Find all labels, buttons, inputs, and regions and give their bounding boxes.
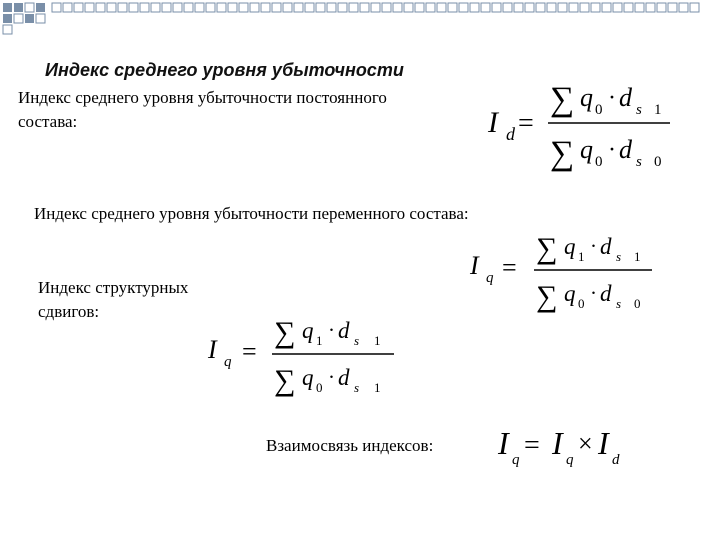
slide-title: Индекс среднего уровня убыточности — [45, 60, 404, 80]
formula-dot: · — [328, 365, 335, 389]
formula-dot: · — [608, 137, 616, 163]
text-constant-composition — [18, 86, 387, 134]
formula-symbol-I: I — [208, 335, 217, 364]
sigma-symbol: ∑ — [550, 81, 575, 118]
sigma-symbol: ∑ — [536, 280, 558, 313]
deco-square-outline — [14, 14, 23, 23]
formula-symbol-I: I — [488, 106, 498, 139]
formula-index: 1 — [316, 333, 323, 348]
formula-constant-index — [484, 72, 684, 177]
formula-sub-d: d — [612, 452, 620, 468]
formula-dot: · — [590, 281, 597, 305]
formula-index: 1 — [374, 380, 381, 395]
formula-index: 1 — [374, 333, 381, 348]
sigma-symbol: ∑ — [536, 232, 558, 265]
formula-sub-s: s — [616, 296, 622, 311]
formula-q: q — [302, 365, 314, 390]
formula-symbol-I: I — [552, 425, 563, 461]
formula-symbol-I: I — [598, 425, 609, 461]
formula-symbol-I: I — [470, 251, 479, 280]
deco-square-outline — [25, 3, 34, 12]
formula-index: 1 — [634, 249, 641, 264]
decorative-squares — [0, 0, 720, 40]
formula-sub-s: s — [636, 102, 642, 118]
formula-sub-q: q — [566, 452, 574, 468]
formula-q: q — [580, 135, 593, 164]
formula-equals: = — [242, 337, 257, 366]
text-variable-composition: Индекс среднего уровня убыточности переменного состава: — [34, 204, 469, 223]
text-line: Индекс структурных — [38, 278, 189, 297]
formula-equals: = — [502, 253, 517, 282]
formula-dot: · — [590, 234, 597, 258]
text-line: Индекс среднего уровня убыточности постоянного — [18, 88, 387, 107]
formula-d: d — [619, 135, 632, 164]
text-line: состава: — [18, 112, 78, 131]
formula-sub-q: q — [512, 452, 520, 468]
formula-times: × — [578, 429, 593, 458]
deco-outline-row — [52, 3, 699, 12]
formula-index: 0 — [654, 154, 662, 170]
deco-square-filled — [36, 3, 45, 12]
formula-index: 0 — [316, 380, 323, 395]
formula-index: 0 — [595, 102, 603, 118]
sigma-symbol: ∑ — [274, 316, 296, 349]
formula-structural-index — [204, 310, 414, 402]
formula-d: d — [338, 318, 350, 343]
formula-q: q — [564, 281, 576, 306]
sigma-symbol: ∑ — [274, 364, 296, 397]
deco-square-filled — [3, 14, 12, 23]
formula-dot: · — [608, 85, 616, 111]
formula-variable-index — [466, 226, 666, 318]
formula-d: d — [338, 365, 350, 390]
formula-index: 1 — [578, 249, 585, 264]
formula-d: d — [600, 234, 612, 259]
formula-equals: = — [518, 108, 534, 139]
formula-index: 0 — [595, 154, 603, 170]
deco-square-outline — [3, 25, 12, 34]
formula-q: q — [580, 83, 593, 112]
formula-sub-s: s — [616, 249, 622, 264]
formula-d: d — [600, 281, 612, 306]
deco-square-filled — [3, 3, 12, 12]
formula-index-relation — [494, 416, 644, 472]
formula-sub-s: s — [636, 154, 642, 170]
formula-sub-s: s — [354, 380, 360, 395]
formula-q: q — [302, 318, 314, 343]
formula-sub-q: q — [486, 270, 494, 286]
formula-sub-q: q — [224, 354, 232, 370]
deco-square-filled — [14, 3, 23, 12]
formula-dot: · — [328, 318, 335, 342]
formula-q: q — [564, 234, 576, 259]
formula-sub-s: s — [354, 333, 360, 348]
formula-sub-d: d — [506, 124, 515, 144]
deco-square-outline — [36, 14, 45, 23]
formula-equals: = — [524, 430, 540, 461]
deco-square-filled — [25, 14, 34, 23]
text-index-relation: Взаимосвязь индексов: — [266, 436, 434, 455]
sigma-symbol: ∑ — [550, 135, 575, 172]
formula-d: d — [619, 83, 632, 112]
text-structural-shifts — [38, 276, 188, 324]
formula-index: 0 — [578, 296, 585, 311]
formula-index: 1 — [654, 102, 662, 118]
formula-symbol-I: I — [498, 425, 509, 461]
formula-index: 0 — [634, 296, 641, 311]
text-line: сдвигов: — [38, 302, 100, 321]
